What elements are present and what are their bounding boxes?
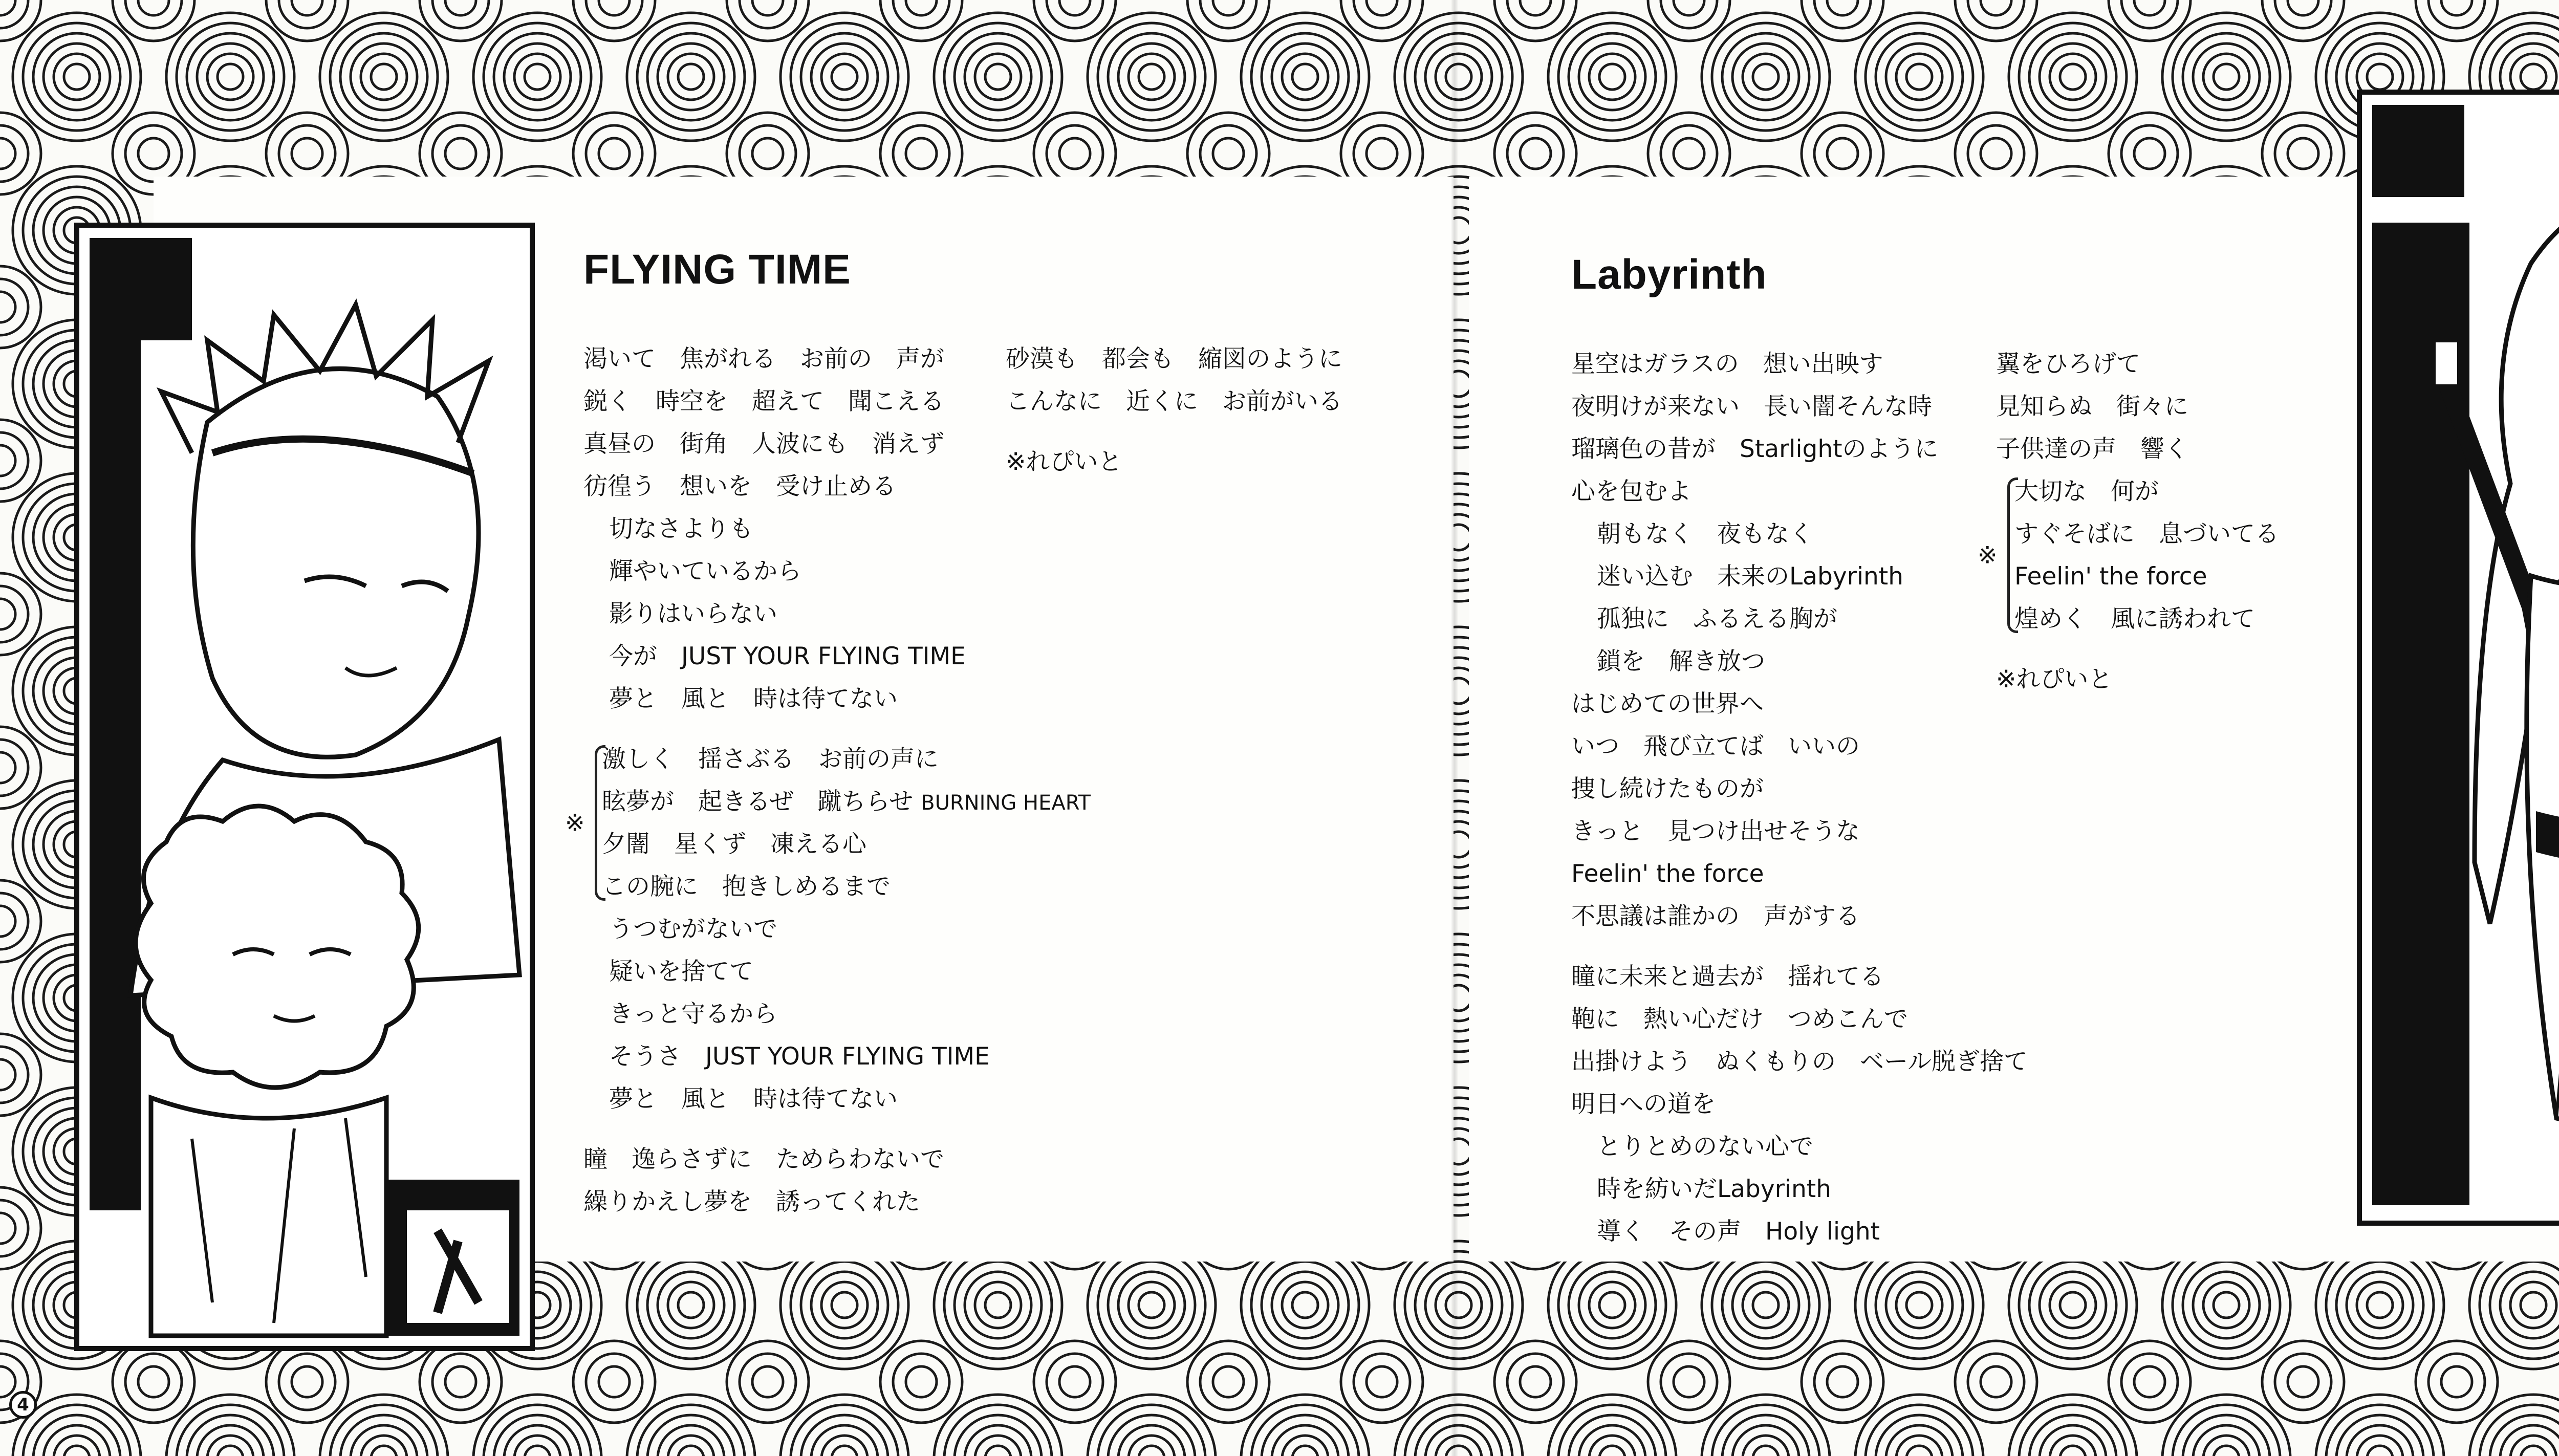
lyric-line: こんなに 近くに お前がいる (1006, 387, 1342, 416)
lyric-line: この腕に 抱きしめるまで (602, 873, 891, 901)
lyric-line: 朝もなく 夜もなく (1597, 520, 1813, 548)
lyric-line: 鞄に 熱い心だけ つめこんで (1571, 1005, 1908, 1033)
lyric-line: 彷徨う 想いを 受け止める (583, 472, 896, 501)
refrain-mark: ※ (565, 809, 585, 837)
left-illustration-frame (74, 223, 535, 1351)
lyric-line (602, 780, 1091, 823)
lyric-line: 瞳 逸らさずに ためらわないで (583, 1145, 944, 1174)
lyric-line: きっと 見つけ出せそうな (1571, 817, 1860, 845)
lyric-line: すぐそばに 息づいてる (2014, 520, 2279, 548)
refrain-block (565, 738, 1091, 908)
girl-with-sword-illustration (2362, 95, 2559, 1221)
lyric-line: とりとめのない心で (1597, 1133, 1813, 1161)
lyric-line: 疑いを捨てて (609, 958, 753, 986)
lyric-line: 夕闇 星くず 凍える心 (602, 830, 866, 858)
lyric-line: 激しく 揺さぶる お前の声に (602, 745, 939, 773)
lyric-line: 瞳に未来と過去が 揺れてる (1571, 963, 1884, 991)
lyric-line: Feelin' the force (2014, 562, 2207, 591)
repeat-note: ※れぴいと (1006, 448, 1122, 476)
lyric-line: 煌めく 風に誘われて (2014, 605, 2255, 633)
lyric-line: うつむがないで (609, 915, 777, 943)
lyrics-column (1006, 338, 1342, 483)
refrain-mark: ※ (1978, 541, 1998, 569)
lyric-line: 影りはいらない (609, 600, 777, 628)
refrain-brace (595, 745, 605, 901)
lyric-line: 星空はガラスの 想い出映す (1571, 350, 1883, 378)
center-fold (1451, 0, 1458, 1456)
lyric-line: 見知らぬ 街々に (1996, 393, 2188, 421)
right-illustration-frame (2357, 90, 2559, 1226)
song-title-labyrinth: Labyrinth (1571, 251, 1767, 298)
lyrics-column (1571, 343, 2028, 1253)
lyric-line: 時を紡いだLabyrinth (1597, 1175, 1832, 1203)
lyric-line: 渇いて 焦がれる お前の 声が (583, 345, 944, 373)
lyric-line: 翼をひろげて (1996, 350, 2140, 378)
lyric-line: 導く その声 Holy light (1597, 1218, 1880, 1246)
refrain-brace (2007, 477, 2018, 633)
lyric-english-tail: BURNING HEART (921, 791, 1091, 815)
lyric-line: 大切な 何が (2014, 477, 2159, 506)
lyric-text: 眩夢が 起きるぜ 蹴ちらせ (602, 788, 914, 816)
lyric-line: 夢と 風と 時は待てない (609, 685, 898, 713)
lyric-line: 孤独に ふるえる胸が (1597, 605, 1837, 633)
lyric-line: 輝やいているから (609, 557, 801, 585)
lyric-line: 捜し続けたものが (1571, 775, 1764, 803)
lyric-line: 瑠璃色の昔が Starlightのように (1571, 435, 1939, 463)
lyric-line: 不思議は誰かの 声がする (1571, 902, 1860, 930)
lyric-line: 迷い込む 未来のLabyrinth (1597, 562, 1904, 591)
lyric-line: 明日への道を (1571, 1090, 1716, 1118)
repeat-note: ※れぴいと (1996, 665, 2113, 693)
lyrics-column (1978, 343, 2279, 701)
lyric-line: 繰りかえし夢を 誘ってくれた (583, 1188, 920, 1216)
lyric-line: 夜明けが来ない 長い闇そんな時 (1571, 393, 1932, 421)
lyric-line: Feelin' the force (1571, 860, 1764, 888)
lyric-line: きっと守るから (609, 1000, 777, 1028)
lyric-line: 鎖を 解き放つ (1597, 647, 1765, 676)
lyric-line: 夢と 風と 時は待てない (609, 1085, 898, 1113)
lyric-line: 切なさよりも (609, 515, 753, 543)
page-number: 4 (9, 1391, 37, 1419)
lyric-line: いつ 飛び立てば いいの (1571, 732, 1860, 760)
lyric-line: 出掛けよう ぬくもりの ベール脱ぎ捨て (1571, 1048, 2028, 1076)
lyric-line: 心を包むよ (1571, 477, 1691, 506)
lyric-line: そうさ JUST YOUR FLYING TIME (609, 1042, 990, 1071)
two-characters-illustration (79, 228, 530, 1346)
refrain-block (1978, 470, 2279, 640)
lyric-line: 子供達の声 響く (1996, 435, 2188, 463)
lyric-line: 今が JUST YOUR FLYING TIME (609, 642, 966, 670)
song-title-flying-time: FLYING TIME (583, 246, 851, 293)
lyric-line: はじめての世界へ (1571, 690, 1764, 718)
lyric-line: 砂漠も 都会も 縮図のように (1006, 345, 1342, 373)
lyric-line: 鋭く 時空を 超えて 聞こえる (583, 387, 944, 416)
lyric-line: 真昼の 街角 人波にも 消えず (583, 430, 944, 458)
